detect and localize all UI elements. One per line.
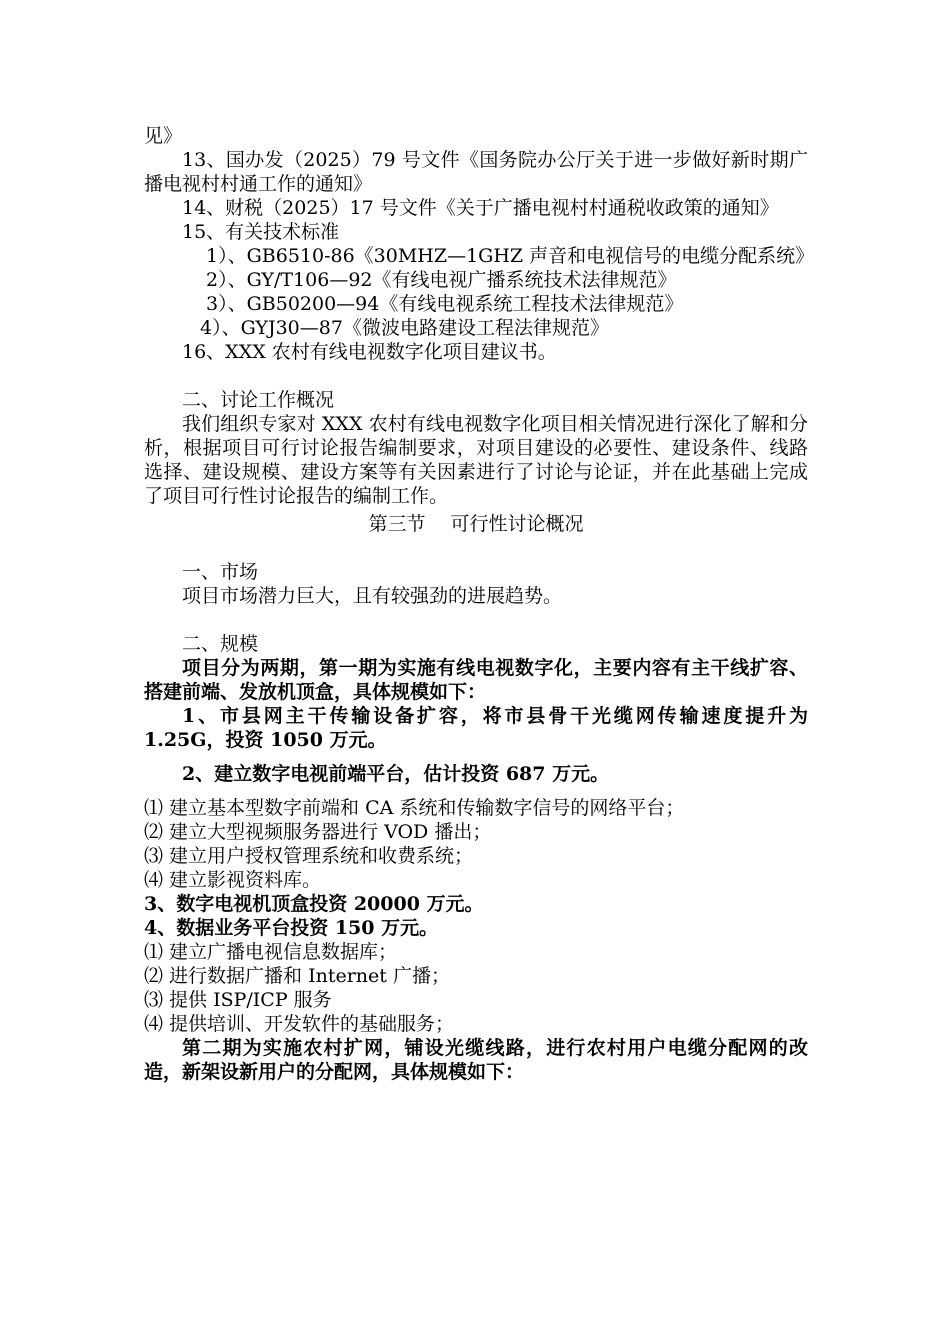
standard-4: 4）、GYJ30—87《微波电路建设工程法律规范》 — [200, 317, 609, 339]
paragraph-research-overview: 我们组织专家对 XXX 农村有线电视数字化项目相关情况进行深化了解和分析，根据项目可行讨论报告编制要求，对项目建设的必要性、建设条件、线路选择、建设规模、建设方案等有关因素进行了讨论与论证，并在此基础上完成了项目可行性讨论报告的编制工作。 — [144, 413, 808, 507]
scale-item-2b: ⑵ 建立大型视频服务器进行 VOD 播出； — [144, 821, 492, 843]
scale-item-3: 3、数字电视机顶盒投资 20000 万元。 — [144, 893, 484, 915]
spacer — [144, 752, 808, 762]
reference-13: 13、国办发（2025）79 号文件《国务院办公厅关于进一步做好新时期广播电视村村通工作的通知》 — [144, 149, 808, 195]
standard-3: 3）、GB50200—94《有线电视系统工程技术法律规范》 — [206, 293, 684, 315]
scale-item-1: 1、市县网主干传输设备扩容，将市县骨干光缆网传输速度提升为 1.25G，投资 1050 万元。 — [144, 705, 808, 751]
paragraph-market: 项目市场潜力巨大，且有较强劲的进展趋势。 — [182, 585, 563, 607]
heading-scale: 二、规模 — [182, 633, 259, 655]
reference-15: 15、有关技术标准 — [182, 221, 340, 243]
document-body — [144, 124, 815, 1084]
spacer — [144, 536, 808, 560]
paragraph-scale-phase1: 项目分为两期，第一期为实施有线电视数字化，主要内容有主干线扩容、搭建前端、发放机顶盒，具体规模如下： — [144, 657, 808, 703]
reference-14: 14、财税（2025）17 号文件《关于广播电视村村通税收政策的通知》 — [182, 197, 779, 219]
standard-2: 2）、GY/T106—92《有线电视广播系统技术法律规范》 — [206, 269, 677, 291]
scale-item-4b: ⑵ 进行数据广播和 Internet 广播； — [144, 965, 450, 987]
scale-item-2c: ⑶ 建立用户授权管理系统和收费系统； — [144, 845, 474, 867]
scale-item-2: 2、建立数字电视前端平台，估计投资 687 万元。 — [182, 763, 610, 785]
text-line: 见》 — [144, 125, 183, 147]
scale-item-4d: ⑷ 提供培训、开发软件的基础服务； — [144, 1013, 455, 1035]
heading-research-overview: 二、讨论工作概况 — [182, 389, 335, 411]
spacer — [144, 364, 808, 388]
spacer — [144, 608, 808, 632]
scale-item-2a: ⑴ 建立基本型数字前端和 CA 系统和传输数字信号的网络平台； — [144, 797, 685, 819]
scale-item-2d: ⑷ 建立影视资料库。 — [144, 869, 322, 891]
scale-item-4: 4、数据业务平台投资 150 万元。 — [144, 917, 439, 939]
scale-item-4a: ⑴ 建立广播电视信息数据库； — [144, 941, 398, 963]
heading-market: 一、市场 — [182, 561, 259, 583]
standard-1: 1）、GB6510-86《30MHZ—1GHZ 声音和电视信号的电缆分配系统》 — [206, 245, 815, 267]
paragraph-scale-phase2: 第二期为实施农村扩网，铺设光缆线路，进行农村用户电缆分配网的改造，新架设新用户的分配网，具体规模如下： — [144, 1037, 808, 1083]
spacer — [144, 786, 808, 796]
section-title: 第三节 可行性讨论概况 — [368, 513, 584, 535]
reference-16: 16、XXX 农村有线电视数字化项目建议书。 — [182, 341, 557, 363]
scale-item-4c: ⑶ 提供 ISP/ICP 服务 — [144, 989, 332, 1011]
